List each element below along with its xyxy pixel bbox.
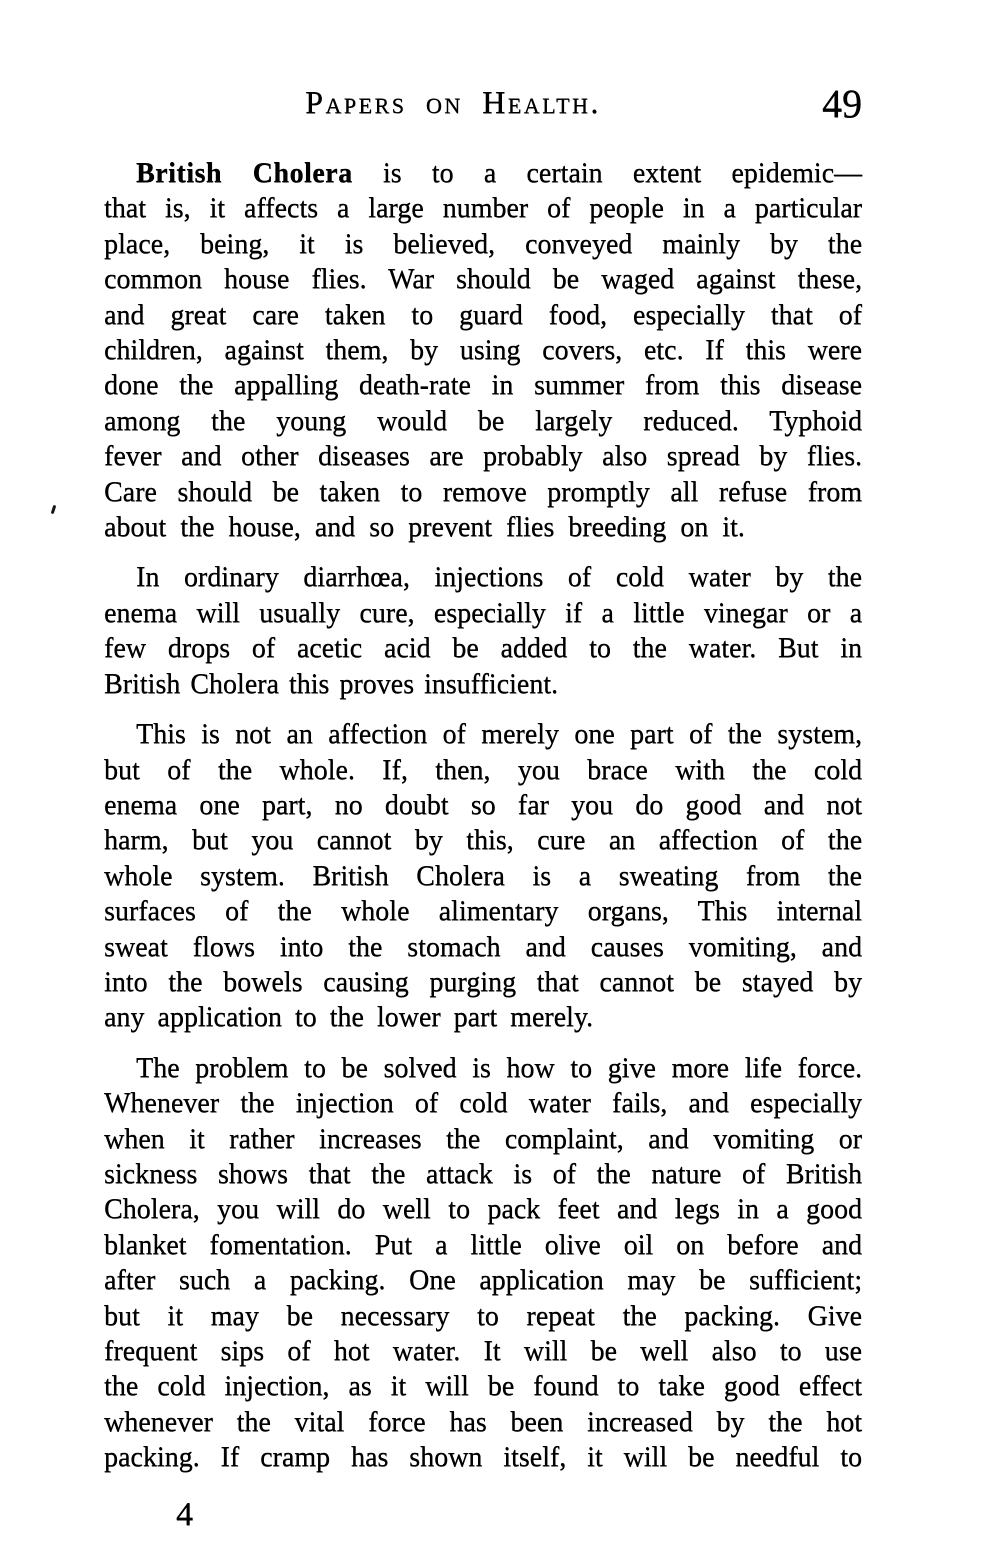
paragraph [104, 560, 862, 702]
text-line: whenever the vital force has been increased by the hot [104, 1406, 862, 1438]
text-line: children, against them, by using covers, etc. If this were [104, 335, 862, 367]
text-line: harm, but you cannot by this, cure an affection of the [104, 825, 862, 857]
paragraph [104, 1051, 862, 1476]
text-line: among the young would be largely reduced. Typhoid [104, 405, 862, 437]
running-header [104, 81, 862, 126]
text-line: but it may be necessary to repeat the packing. Give [104, 1300, 862, 1332]
text-line: sickness shows that the attack is of the nature of British [104, 1158, 862, 1190]
text-line: In ordinary diarrhœa, injections of cold water by the [136, 562, 862, 594]
text-line: blanket fomentation. Put a little olive oil on before and [104, 1229, 862, 1261]
text-line: Care should be taken to remove promptly all refuse from [104, 476, 862, 508]
page-number: 49 [822, 81, 862, 126]
scan-artifact [51, 505, 57, 514]
signature-mark: 4 [176, 1496, 193, 1533]
text-line: packing. If cramp has shown itself, it will be needful to [104, 1442, 862, 1474]
text-line: This is not an affection of merely one part of the system, [136, 719, 862, 751]
paragraph [104, 717, 862, 1036]
text-line: sweat flows into the stomach and causes vomiting, and [104, 931, 862, 963]
text-line: when it rather increases the complaint, and vomiting or [104, 1123, 862, 1155]
text-line: place, being, it is believed, conveyed mainly by the [104, 228, 862, 260]
page-title: Papers on Health. [305, 84, 601, 120]
paragraph-lead: British Cholera [136, 158, 353, 189]
text-line: The problem to be solved is how to give more life force. [136, 1052, 862, 1084]
text-line: that is, it affects a large number of people in a particular [104, 193, 862, 225]
text-line: but of the whole. If, then, you brace with the cold [104, 754, 862, 786]
text-line: about the house, and so prevent flies breeding on it. [104, 512, 745, 544]
text-line: Whenever the injection of cold water fails, and especially [104, 1088, 862, 1120]
text-line: British Cholera is to a certain extent epidemic— [136, 158, 862, 189]
text-line: Cholera, you will do well to pack feet and legs in a good [104, 1194, 862, 1226]
text-line: any application to the lower part merely. [104, 1002, 594, 1034]
text-line: enema will usually cure, especially if a little vinegar or a [104, 597, 862, 629]
text-line: frequent sips of hot water. It will be well also to use [104, 1336, 862, 1367]
text-line: surfaces of the whole alimentary organs, This internal [104, 896, 862, 928]
text-line: British Cholera this proves insufficient. [104, 668, 558, 700]
paragraph [104, 156, 862, 545]
text-line: common house flies. War should be waged against these, [104, 264, 862, 296]
page-body [104, 156, 862, 1491]
text-line: whole system. British Cholera is a sweating from the [104, 860, 862, 892]
text-line: and great care taken to guard food, especially that of [104, 299, 862, 331]
text-line: few drops of acetic acid be added to the water. But in [104, 633, 862, 665]
text-line: into the bowels causing purging that cannot be stayed by [104, 966, 862, 998]
text-line: the cold injection, as it will be found to take good effect [104, 1371, 862, 1403]
text-line: after such a packing. One application may be sufficient; [104, 1265, 862, 1297]
text-line: done the appalling death-rate in summer from this disease [104, 370, 862, 402]
text-line: enema one part, no doubt so far you do good and not [104, 789, 862, 821]
text-line: fever and other diseases are probably also spread by flies. [104, 441, 862, 473]
